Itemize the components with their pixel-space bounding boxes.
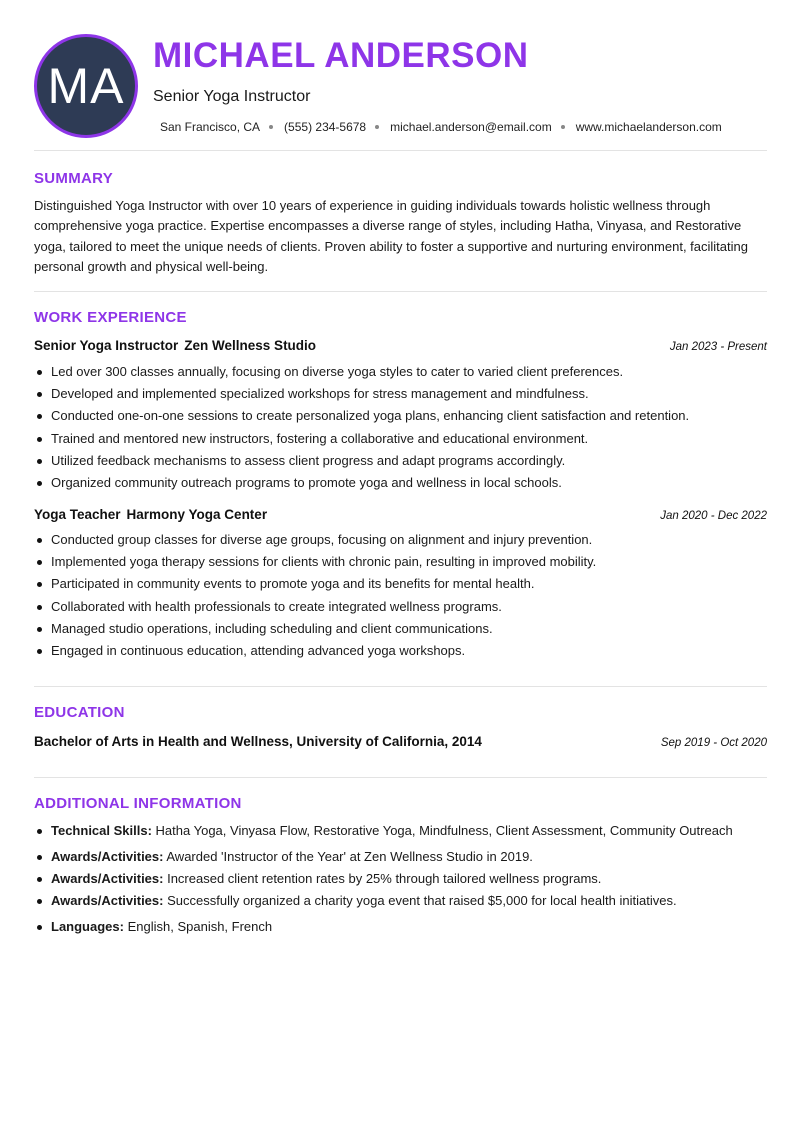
list-item: Collaborated with health professionals to create integrated wellness programs. bbox=[34, 596, 774, 618]
avatar bbox=[34, 34, 138, 138]
info-label: Technical Skills: bbox=[51, 823, 152, 838]
job-header bbox=[34, 507, 767, 522]
list-item: Conducted group classes for diverse age groups, focusing on alignment and injury prevention. bbox=[34, 529, 774, 551]
job-bullets bbox=[34, 529, 774, 662]
contact-website: www.michaelanderson.com bbox=[575, 120, 722, 134]
info-text: Successfully organized a charity yoga event that raised $5,000 for local health initiatives. bbox=[167, 893, 677, 908]
list-item bbox=[34, 820, 774, 842]
list-item: Trained and mentored new instructors, fostering a collaborative and educational environment. bbox=[34, 428, 774, 450]
info-label: Awards/Activities: bbox=[51, 849, 164, 864]
list-item bbox=[34, 916, 774, 938]
list-item: Conducted one-on-one sessions to create personalized yoga plans, enhancing client satisfaction and retention. bbox=[34, 405, 774, 427]
degree: Bachelor of Arts in Health and Wellness, University of California, 2014 bbox=[34, 734, 482, 749]
work-experience-heading: WORK EXPERIENCE bbox=[34, 309, 187, 326]
job-title bbox=[34, 338, 316, 353]
candidate-title: Senior Yoga Instructor bbox=[153, 88, 311, 105]
avatar-initials: MA bbox=[47, 58, 125, 114]
dot-separator-icon bbox=[269, 125, 273, 129]
job-role: Yoga Teacher bbox=[34, 507, 121, 522]
job-role: Senior Yoga Instructor bbox=[34, 338, 179, 353]
list-item: Implemented yoga therapy sessions for clients with chronic pain, resulting in improved mobility. bbox=[34, 551, 774, 573]
job-header bbox=[34, 338, 767, 353]
contact-email: michael.anderson@email.com bbox=[390, 120, 552, 134]
job-company: Harmony Yoga Center bbox=[126, 507, 268, 522]
info-text: Hatha Yoga, Vinyasa Flow, Restorative Yoga, Mindfulness, Client Assessment, Community Outreach bbox=[155, 823, 733, 838]
list-item: Utilized feedback mechanisms to assess client progress and adapt programs accordingly. bbox=[34, 450, 774, 472]
contact-phone: (555) 234-5678 bbox=[284, 120, 367, 134]
info-text: English, Spanish, French bbox=[127, 919, 273, 934]
list-item: Developed and implemented specialized workshops for stress management and mindfulness. bbox=[34, 383, 774, 405]
job-dates: Jan 2023 - Present bbox=[669, 341, 767, 353]
list-item: Managed studio operations, including scheduling and client communications. bbox=[34, 618, 774, 640]
list-item: Participated in community events to promote yoga and its benefits for mental health. bbox=[34, 573, 774, 595]
section-divider bbox=[34, 777, 767, 778]
summary-heading: SUMMARY bbox=[34, 170, 114, 187]
list-item: Organized community outreach programs to promote yoga and wellness in local schools. bbox=[34, 472, 774, 494]
job-bullets bbox=[34, 361, 774, 494]
list-item: Engaged in continuous education, attending advanced yoga workshops. bbox=[34, 640, 774, 662]
info-text: Increased client retention rates by 25% through tailored wellness programs. bbox=[167, 871, 602, 886]
list-item bbox=[34, 890, 774, 912]
list-item bbox=[34, 868, 774, 890]
dot-separator-icon bbox=[375, 125, 379, 129]
info-label: Awards/Activities: bbox=[51, 871, 164, 886]
summary-text: Distinguished Yoga Instructor with over 10 years of experience in guiding individuals towards holistic wellness through comprehensive yoga practice. Expertise encompasses a diverse range of styles, including Hatha, Vinyasa, and Restorative yoga, tailored to meet the unique needs of clients. Proven ability to foster a supportive and nurturing environment, facilitating personal growth and physical well-being. bbox=[34, 198, 748, 274]
info-text: Awarded 'Instructor of the Year' at Zen Wellness Studio in 2019. bbox=[166, 849, 533, 864]
job-dates: Jan 2020 - Dec 2022 bbox=[660, 510, 767, 522]
contact-info bbox=[160, 120, 722, 134]
education-dates: Sep 2019 - Oct 2020 bbox=[660, 737, 767, 749]
additional-info-list bbox=[34, 820, 774, 938]
education-entry bbox=[34, 734, 767, 749]
list-item bbox=[34, 846, 774, 868]
section-divider bbox=[34, 686, 767, 687]
dot-separator-icon bbox=[561, 125, 565, 129]
section-divider bbox=[34, 291, 767, 292]
job-company: Zen Wellness Studio bbox=[184, 338, 317, 353]
job-title bbox=[34, 507, 267, 522]
list-item: Led over 300 classes annually, focusing on diverse yoga styles to cater to varied client preferences. bbox=[34, 361, 774, 383]
education-heading: EDUCATION bbox=[34, 704, 125, 721]
contact-location: San Francisco, CA bbox=[160, 120, 261, 134]
candidate-name: MICHAEL ANDERSON bbox=[153, 36, 529, 75]
section-divider bbox=[34, 150, 767, 151]
info-label: Languages: bbox=[51, 919, 124, 934]
info-label: Awards/Activities: bbox=[51, 893, 164, 908]
additional-info-heading: ADDITIONAL INFORMATION bbox=[34, 795, 242, 812]
